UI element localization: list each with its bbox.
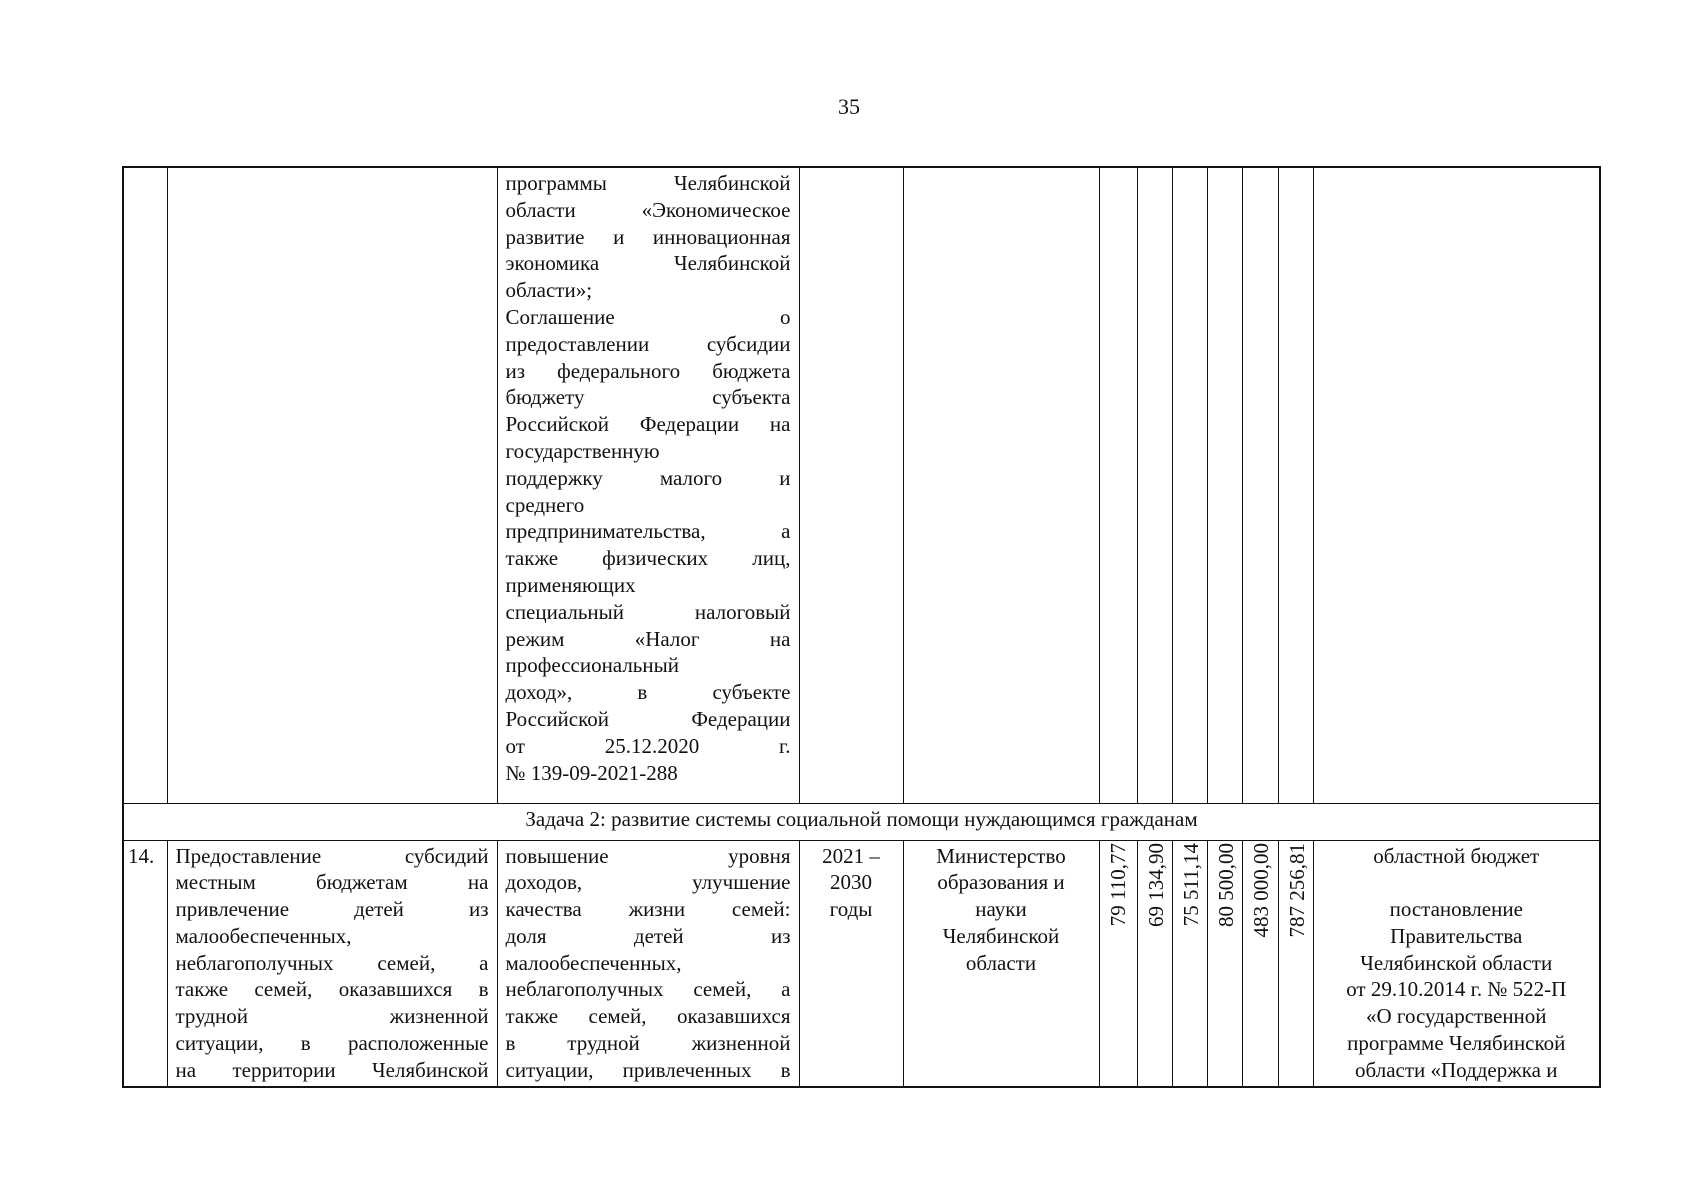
text-line: местным бюджетам на (175, 870, 489, 895)
amount-value: 69 134,90 (1143, 842, 1168, 927)
text-line: также семей, оказавшихся в (175, 977, 489, 1002)
text-line: доходов, улучшение (505, 870, 791, 895)
cell-measure (167, 167, 497, 803)
text-line: Челябинской области (1360, 950, 1553, 975)
cell-amount (1137, 167, 1172, 803)
cell-amount (1242, 167, 1278, 803)
text-line: ситуации, в расположенные (175, 1031, 489, 1056)
text-line: постановление (1389, 897, 1523, 922)
text-line: области «Экономическое (505, 197, 791, 222)
text-line: малообеспеченных, (505, 950, 682, 975)
text-line: качества жизни семей: (505, 897, 791, 922)
text-line: специальный налоговый (505, 599, 791, 624)
text-line: программы Челябинской (505, 171, 791, 195)
text-line: «О государственной (1365, 1004, 1547, 1029)
cell-executor: Министерство образования и науки Челябинской области (903, 840, 1099, 1087)
text-line: Соглашение о (505, 304, 791, 329)
text-line: малообеспеченных, (175, 923, 352, 948)
program-table (122, 166, 1601, 1088)
text-line: от 25.12.2020 г. (505, 733, 791, 758)
cell-executor (903, 167, 1099, 803)
text-line: Российской Федерации на (505, 412, 791, 437)
cell-basis (1313, 167, 1600, 803)
text-line: программе Челябинской (1347, 1031, 1566, 1056)
text-line: области «Поддержка и (1355, 1057, 1558, 1082)
task-heading: Задача 2: развитие системы социальной помощи нуждающимся гражданам (123, 803, 1600, 840)
text-line: среднего (505, 492, 585, 517)
text-line: доля детей из (505, 923, 791, 948)
text-line: неблагополучных семей, а (505, 977, 791, 1002)
cell-basis (1313, 840, 1600, 1087)
cell-amount (1172, 167, 1207, 803)
cell-amount (1207, 840, 1242, 1087)
funding-source: областной бюджет (1373, 843, 1540, 868)
amount-value: 483 000,00 (1248, 842, 1273, 937)
text-line: поддержку малого и (505, 465, 791, 490)
cell-amount (1242, 840, 1278, 1087)
cell-period: 2021 – 2030 годы (799, 840, 903, 1087)
text-line: также семей, оказавшихся (505, 1004, 791, 1029)
cell-amount (1207, 167, 1242, 803)
text-line: бюджету субъекта (505, 385, 791, 410)
text-line: Российской Федерации (505, 706, 791, 731)
text-line: неблагополучных семей, а (175, 950, 489, 975)
text-line: предоставлении субсидии (505, 331, 791, 356)
text-line: развитие и инновационная (505, 224, 791, 249)
text-line: привлечение детей из (175, 897, 489, 922)
table-row-continued (123, 167, 1600, 803)
table-row-14 (123, 840, 1600, 1087)
text-line: режим «Налог на (505, 626, 791, 651)
cell-number (123, 167, 167, 803)
cell-result (497, 167, 799, 803)
amount-value: 80 500,00 (1213, 842, 1238, 927)
page-number: 35 (838, 94, 860, 119)
text-line: области»; (505, 278, 593, 303)
cell-period (799, 167, 903, 803)
cell-measure (167, 840, 497, 1087)
spacer (1320, 869, 1594, 896)
text-line: применяющих (505, 572, 636, 597)
text-line: в трудной жизненной (505, 1031, 791, 1056)
text-line: из федерального бюджета (505, 358, 791, 383)
amount-value: 75 511,14 (1178, 842, 1203, 926)
row-number: 14. (123, 840, 167, 1087)
text-line: ситуации, привлеченных в (505, 1057, 791, 1082)
cell-amount (1137, 840, 1172, 1087)
text-line: доход», в субъекте (505, 680, 791, 705)
task-heading-row (123, 803, 1600, 840)
text-line: профессиональный (505, 653, 679, 678)
amount-value: 787 256,81 (1284, 842, 1309, 937)
amount-value: 79 110,77 (1105, 842, 1130, 926)
cell-amount (1172, 840, 1207, 1087)
text-line: Предоставление субсидий (175, 843, 489, 868)
text-line: № 139-09-2021-288 (505, 760, 678, 785)
cell-amount (1099, 167, 1137, 803)
cell-amount (1278, 167, 1313, 803)
text-line: трудной жизненной (175, 1004, 489, 1029)
text-line: экономика Челябинской (505, 251, 791, 276)
text-line: повышение уровня (505, 843, 791, 868)
text-line: предпринимательства, а (505, 519, 791, 544)
cell-result (497, 840, 799, 1087)
text-line: от 29.10.2014 г. № 522-П (1346, 977, 1567, 1002)
text-line: Правительства (1390, 923, 1523, 948)
text-line: государственную (505, 438, 660, 463)
text-line: на территории Челябинской (175, 1057, 489, 1082)
cell-amount (1099, 840, 1137, 1087)
cell-amount (1278, 840, 1313, 1087)
text-line: также физических лиц, (505, 546, 791, 571)
